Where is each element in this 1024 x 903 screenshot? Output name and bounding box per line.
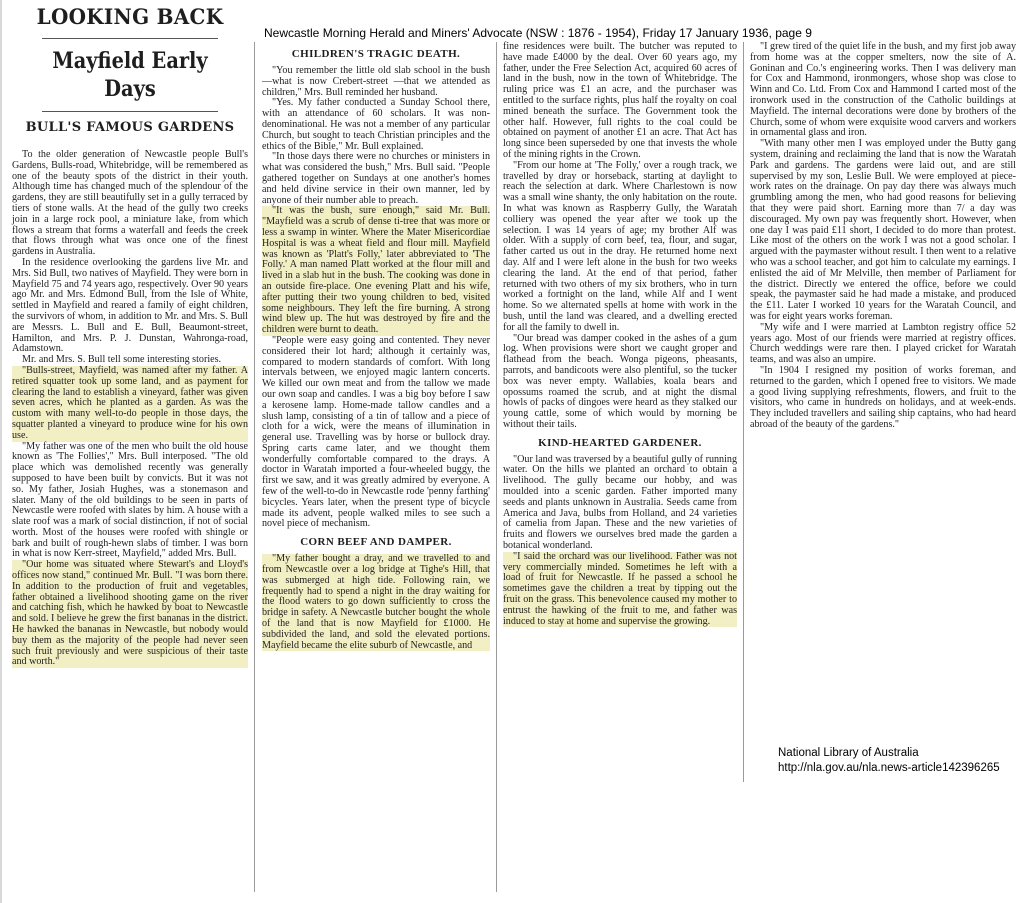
article-column-1 xyxy=(12,0,248,668)
article-column-4 xyxy=(750,42,1016,431)
paragraph-highlighted: "Bulls-street, Mayfield, was named after my father. A retired squatter took up some land, and as payment for clearing the land to establish a vineyard, father was given seven acres, which he planted as a garden. As was the custom with many well-to-do people in those days, the squatter planted a vineyard to produce wine for his own use. xyxy=(12,364,248,441)
article-column-3 xyxy=(503,42,737,627)
paragraph: "In 1904 I resigned my position of works foreman, and returned to the garden, which I opened free to visitors. We made a good living supplying refreshments, flowers, and fruit to the visitors, who came in hundreds on holidays, and at week-ends. They included travellers and sailing ship captains, who had heard abroad of the beauty of the gardens." xyxy=(750,364,1016,430)
column-divider xyxy=(254,42,255,892)
paragraph: "Our land was traversed by a beautiful gully of running water. On the hills we planted an orchard to obtain a livelihood. The gully became our hobby, and was moulded into a scenic garden. Father imported many seeds and plants unknown in Australia. Seeds came from America and Java, bulbs from Holland, and 24 varieties of camelia from Japan. These and the new varieties of fruits and flowers we ourselves bred made the garden a botanical wonderland. xyxy=(503,453,737,552)
paragraph: fine residences were built. The butcher was reputed to have made £4000 by the deal. Over 60 years ago, my father, under the Free Selection Act, acquired 60 acres of land in the bush, now in the town of Whitebridge. The ruling price was £1 an acre, and the purchaser was entitled to the surface rights, plus half the royalty on coal mined beneath the surface. The Government took the other half. However, full rights to the coal could be obtained on payment of another £1 an acre. That Act has long since been superseded by one that invests the whole of the mining rights in the Crown. xyxy=(503,41,737,160)
paragraph: To the older generation of Newcastle people Bull's Gardens, Bulls-road, Whitebridge, will be remembered as one of the beauty spots of the district in their youth. Although time has changed much of the splendour of the gardens, they are still beautifully set in a gully terraced by tiers of stone walls. At the head of the gully two creeks join in a large rock pool, a miniature lake, from which flows a stream that forms a waterfall and feeds the creek that flows through what was once one of the finest gardens in Australia. xyxy=(12,149,248,258)
section-heading: KIND-HEARTED GARDENER. xyxy=(538,436,702,449)
paragraph: "I grew tired of the quiet life in the bush, and my first job away from home was at the copper smelters, now the site of A. Goninan and Co.'s engineering works. Then I was delivery man for Cox and Hammond, ironmongers, whose shop was close to Winn and Co. Ltd. From Cox and Hammond I carted most of the ironwork used in the construction of the Catholic buildings at Mayfield. The internal decorations were done by brothers of the Church, some of whom were exquisite wood carvers and workers in ornamental glass and iron. xyxy=(750,41,1016,139)
section-heading: CHILDREN'S TRAGIC DEATH. xyxy=(291,48,461,60)
paragraph: "You remember the little old slab school in the bush—what is now Crebert-street —that we attended as children," Mrs. Bull reminded her husband. xyxy=(262,65,490,98)
paragraph-highlighted: "I said the orchard was our livelihood. Father was not very commercially minded. Sometimes he left with a load of fruit for Newcastle. If he passed a school he sometimes gave the children a treat by tipping out the fruit on the grass. This benevolence caused my mother to entrust the hawking of the fruit to me, and father was induced to stay at home and supervise the growing. xyxy=(503,550,737,627)
article-url[interactable]: http://nla.gov.au/nla.news-article142396265 xyxy=(778,762,1000,774)
article-subtitle: BULL'S FAMOUS GARDENS xyxy=(25,120,235,135)
paragraph: "With many other men I was employed under the Butty gang system, draining and reclaiming the land that is now the Waratah Park and gardens. The gardens were laid out, and are still supervised by my son, Leslie Bull. We were employed at piece-work rates on the drainage. On pay day there was always much grumbling among the men, who had good reasons for believing that they were paid short. Earning more than 7/ a day was discouraged. My own pay was frequently short. However, when one day I was paid £11 short, I decided to do more than protest. Like most of the others on the work I was not a good scholar. I argued with the paymaster without result. I then went to a relative who was a school teacher, and got him to calculate my earnings. I enlisted the aid of Mr Melville, then member of Parliament for the district. Directly we entered the office, before we could speak, the paymaster said he had made a mistake, and produced the £11. Later I worked 10 years for the Waratah Council, and was for eight years works foreman. xyxy=(750,138,1016,322)
article-column-2 xyxy=(262,42,490,651)
paragraph: "My wife and I were married at Lambton registry office 52 years ago. Most of our friends were married at registry offices. Church weddings were rare then. I played cricket for Waratah teams, and was also an umpire. xyxy=(750,321,1016,366)
article-title: Mayfield Early Days xyxy=(52,48,208,102)
paragraph: "People were easy going and contented. They never considered their lot hard; although it certainly was, compared to modern standards of comfort. With long intervals between, we enjoyed magic lantern concerts. We killed our own meat and from the tallow we made our own soap and candles. I was a big boy before I saw a kerosene lamp. Home-made tallow candles and a slush lamp, consisting of a tin of tallow and a piece of cloth for a wick, were the means of illumination in general use. Travelling was by horse or bullock dray. Spring carts came later, and we thought them wonderfully comfortable compared to the drays. A doctor in Waratah imported a four-wheeled buggy, the first we saw, and it was greatly admired by everyone. A few of the well-to-do in Newcastle rode 'penny farthing' bicycles. Years later, when the present type of bicycle made its advent, people walked miles to see such a novel piece of mechanism. xyxy=(262,334,490,530)
library-name: National Library of Australia xyxy=(778,747,919,759)
citation-text: Newcastle Morning Herald and Miners' Advocate (NSW : 1876 - 1954), Friday 17 January 1936, page 9 xyxy=(264,26,812,40)
title-rule xyxy=(42,111,218,112)
paragraph: "From our home at 'The Folly,' over a rough track, we travelled by dray or horseback, starting at daylight to reach the selection at dark. Where Charlestown is now was a small wine shanty, the only habitation on the route. In what was known as Raspberry Gully, the Waratah colliery was opened the year after we took up the selection. I was 14 years of age; my brother Alf was older. With a supply of corn beef, tea, flour, and sugar, father carted us out in the dray. He returned home next day. Alf and I were left alone in the bush for two weeks clearing the land. At the end of that period, father returned with two others of my six brothers, who in turn worked a fortnight on the land, while Alf and I went home. So we alternated spells at home with work in the bush, until the land was cleared, and a dwelling erected for all the family to dwell in. xyxy=(503,159,737,333)
paragraph-highlighted: "Our home was situated where Stewart's and Lloyd's offices now stand," continued Mr. Bull. "I was born there. In addition to the production of fruit and vegetables, father obtained a livelihood shooting game on the river and catching fish, which he hawked by boat to Newcastle and sold. I believe he grew the first bananas in the district. He hawked the bananas in Newcastle, but nobody would buy them as the majority of the people had never seen such fruit previously and were suspicious of their taste and worth." xyxy=(12,559,248,668)
article-kicker: LOOKING BACK xyxy=(36,4,224,29)
paragraph: "Yes. My father conducted a Sunday School there, with an attendance of 60 scholars. It was non-denominational. He was not a member of any particular Church, but sought to teach Christian principles and the ethics of the Bible," Mr. Bull explained. xyxy=(262,97,490,152)
paragraph: In the residence overlooking the gardens live Mr. and Mrs. Sid Bull, two natives of Mayfield. They were born in Mayfield 75 and 74 years ago, respectively. Over 90 years ago Mr. and Mrs. Edmond Bull, from the Isle of White, settled in Mayfield and reared a family of eight children, the survivors of whom, in addition to Mr. and Mrs. S. Bull are Messrs. L. Bull and E. Bull, Beaumont-street, Hamilton, and Mrs. P. J. Dunstan, Wahronga-road, Adamstown. xyxy=(12,256,248,355)
library-credit xyxy=(778,746,1018,776)
paragraph: "In those days there were no churches or ministers in what was considered the bush," Mrs. Bull said. "People gathered together on Sundays at one another's homes and held divine service in their own manner, led by anyone of their number able to preach. xyxy=(262,151,490,206)
page-edge xyxy=(0,0,2,903)
paragraph-highlighted: "My father bought a dray, and we travelled to and from Newcastle over a log bridge at Tighe's Hill, that was submerged at high tide. Following rain, we frequently had to spend a night in the dray waiting for the flood waters to go down sufficiently to cross the bridge in safety. A Newcastle butcher bought the whole of the land that is now Mayfield for £1000. He subdivided the land, and sold the elevated portions. Mayfield became the elite suburb of Newcastle, and xyxy=(262,553,490,651)
column-divider xyxy=(743,42,744,782)
paragraph: Mr. and Mrs. S. Bull tell some interesting stories. xyxy=(22,354,222,366)
paragraph-highlighted: "It was the bush, sure enough," said Mr. Bull. "Mayfield was a scrub of dense ti-tree that was more or less a swamp in winter. Where the Mater Misericordiae Hospital is was a wheat field and flour mill. Mayfield was known as 'Platt's Folly,' later abbreviated to 'The Folly.' A man named Platt worked at the flour mill and lived in a slab hut in the bush. The cooking was done in an outside fire-place. One evening Platt and his wife, after putting their two young children to bed, visited some neighbours. They left the fire burning. A strong wind blew up. The hut was destroyed by fire and the children were burnt to death. xyxy=(262,205,490,336)
section-heading: CORN BEEF AND DAMPER. xyxy=(300,536,452,549)
paragraph: "Our bread was damper cooked in the ashes of a gum log. When provisions were short we caught groper and flathead from the beach. Wonga pigeons, pheasants, parrots, and bandicoots were also plentiful, so the tucker box was never empty. Wallabies, koala bears and opossums roamed the scrub, and at night the dismal howls of packs of dingoes were heard as they stalked our young cattle, some of which would by morning be without their tails. xyxy=(503,332,737,430)
kicker-rule xyxy=(42,38,218,39)
paragraph: "My father was one of the men who built the old house known as 'The Follies'," Mrs. Bull interposed. "The old place which was demolished recently was generally supposed to have been built by convicts. But it was not so. My father, Josiah Hughes, was a stonemason and slater. Many of the old buildings to be seen in parts of Newcastle were roofed with slates by him. A house with a slate roof was a mark of social distinction, if not of social worth. Most of the houses were roofed with shingle or bark and built of rough-hewn slabs of timber. I was born in what is now Kerr-street, Mayfield," added Mrs. Bull. xyxy=(12,440,248,560)
column-divider xyxy=(496,42,497,892)
